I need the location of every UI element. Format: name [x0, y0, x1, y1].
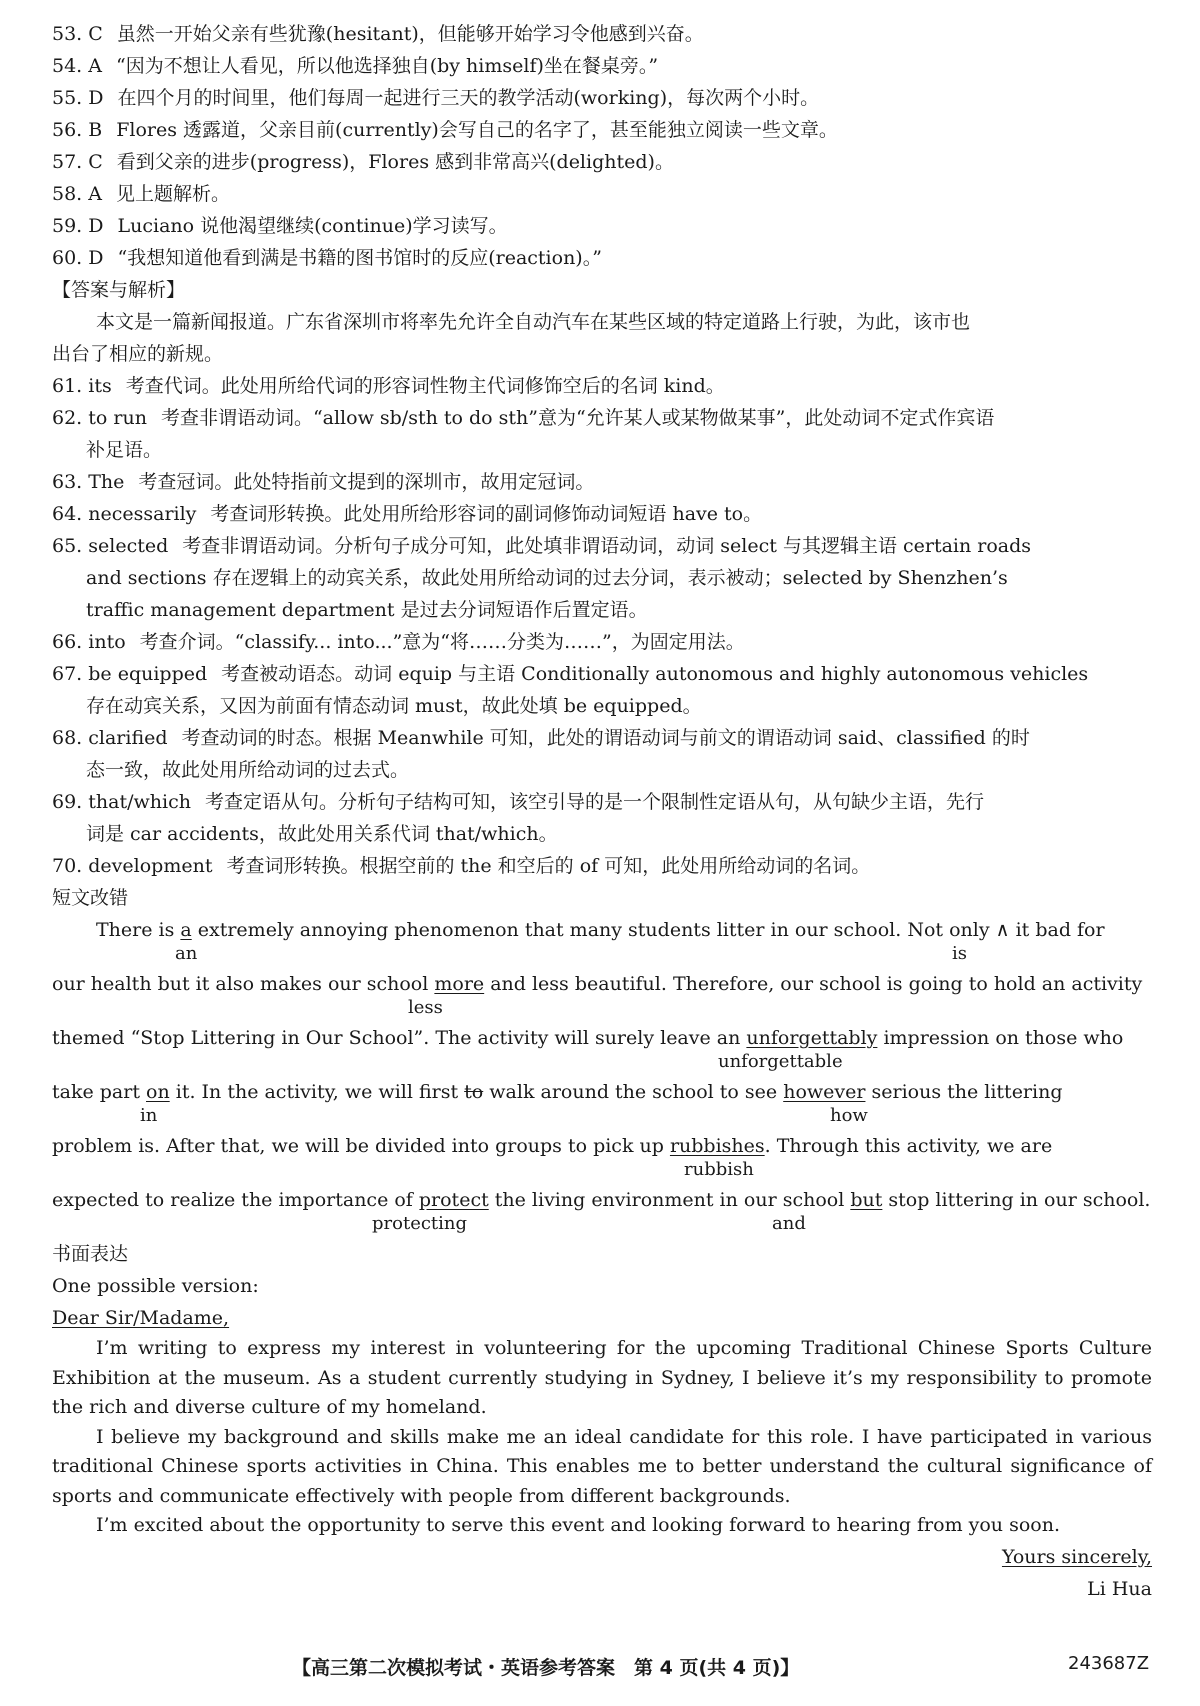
item-explanation: 考查词形转换。此处用所给形容词的副词修饰动词短语 have to。 [210, 503, 763, 525]
correction-fix: and [772, 1213, 806, 1234]
correction-fix: an [175, 943, 198, 964]
answer-text: 在四个月的时间里，他们每周一起进行三天的教学活动(working)，每次两个小时。 [117, 87, 820, 109]
item-continuation: traffic management department 是过去分词短语作后置定语。 [86, 599, 648, 621]
answer-number: 55. D [52, 87, 104, 109]
correction-line [52, 914, 1152, 968]
answer-line [52, 146, 1152, 178]
correction-text: themed “Stop Littering in Our School”. The activity will surely leave an unforgettably impression on those who [52, 1027, 1124, 1049]
answer-number: 57. C [52, 151, 103, 173]
item-answer: 65. selected [52, 535, 169, 557]
correction-fix: unforgettable [718, 1051, 843, 1072]
item-answer: 62. to run [52, 407, 147, 429]
correction-fix: rubbish [684, 1159, 754, 1180]
item-explanation: 考查非谓语动词。分析句子成分可知，此处填非谓语动词，动词 select 与其逻辑主语 certain roads [182, 535, 1032, 557]
error-word: but [850, 1189, 883, 1211]
intro-line: 出台了相应的新规。 [52, 343, 224, 365]
error-word: however [783, 1081, 866, 1103]
letter-salutation: Dear Sir/Madame, [52, 1307, 230, 1329]
correction-fix: protecting [372, 1213, 468, 1234]
answer-line [52, 18, 1152, 50]
item-line [52, 786, 1152, 818]
letter-paragraph: I’m excited about the opportunity to serve this event and looking forward to hearing from you soon. [96, 1514, 1060, 1536]
deleted-word: to [464, 1081, 484, 1103]
letter-signature: Li Hua [1087, 1577, 1152, 1600]
item-answer: 64. necessarily [52, 503, 197, 525]
item-line [52, 530, 1152, 562]
correction-line [52, 968, 1152, 1022]
item-explanation: 考查定语从句。分析句子结构可知，该空引导的是一个限制性定语从句，从句缺少主语，先行 [204, 791, 984, 813]
item-line [52, 498, 1152, 530]
answer-line [52, 50, 1152, 82]
answer-text: “我想知道他看到满是书籍的图书馆时的反应(reaction)。” [117, 247, 602, 269]
footer-code: 243687Z [1068, 1653, 1150, 1674]
footer-title: 【高三第二次模拟考试・英语参考答案 第 4 页(共 4 页)】 [292, 1657, 800, 1679]
answer-text: 看到父亲的进步(progress)，Flores 感到非常高兴(delighted)。 [116, 151, 674, 173]
item-line [52, 370, 1152, 402]
item-answer: 61. its [52, 375, 112, 397]
item-continuation: 词是 car accidents，故此处用关系代词 that/which。 [86, 823, 558, 845]
correction-fix: is [952, 943, 967, 964]
answer-text: 见上题解析。 [115, 183, 230, 205]
correction-fix: in [140, 1105, 158, 1126]
item-explanation: 考查非谓语动词。“allow sb/sth to do sth”意为“允许某人或某物做某事”，此处动词不定式作宾语 [160, 407, 995, 429]
answer-text: Luciano 说他渴望继续(continue)学习读写。 [117, 215, 508, 237]
answer-text: Flores 透露道，父亲目前(currently)会写自己的名字了，甚至能独立阅读一些文章。 [116, 119, 838, 141]
letter-body [52, 1334, 1152, 1605]
item-explanation: 考查词形转换。根据空前的 the 和空后的 of 可知，此处用所给动词的名词。 [226, 855, 871, 877]
item-answer: 68. clarified [52, 727, 168, 749]
item-answer: 63. The [52, 471, 125, 493]
item-continuation: and sections 存在逻辑上的动宾关系，故此处用所给动词的过去分词，表示被动；selected by Shenzhen’s [86, 567, 1008, 589]
answer-number: 53. C [52, 23, 103, 45]
correction-line [52, 1076, 1152, 1130]
item-answer: 66. into [52, 631, 126, 653]
answer-number: 59. D [52, 215, 104, 237]
page-content [52, 18, 1152, 1605]
item-line [52, 850, 1152, 882]
answer-line [52, 178, 1152, 210]
correction-line [52, 1130, 1152, 1184]
item-line [52, 658, 1152, 690]
item-line [52, 722, 1152, 754]
item-continuation: 态一致，故此处用所给动词的过去式。 [86, 759, 410, 781]
item-answer: 69. that/which [52, 791, 191, 813]
error-word: a [180, 919, 192, 941]
answer-line [52, 114, 1152, 146]
answer-line [52, 82, 1152, 114]
section-heading-error-correction: 短文改错 [52, 887, 129, 909]
item-line [52, 626, 1152, 658]
answer-line [52, 242, 1152, 274]
intro-line: 本文是一篇新闻报道。广东省深圳市将率先允许全自动汽车在某些区域的特定道路上行驶，为此，该市也 [96, 311, 971, 333]
item-line [52, 402, 1152, 434]
error-word: unforgettably [746, 1027, 878, 1049]
section-heading-writing: 书面表达 [52, 1243, 129, 1265]
item-line [52, 466, 1152, 498]
letter-paragraph: I’m writing to express my interest in volunteering for the upcoming Traditional Chinese Sports Culture Exhibition at the museum. As a student currently studying in Sydney, I believe it’s my responsibility to promote the rich and diverse culture of my homeland. [52, 1337, 1152, 1418]
item-explanation: 考查冠词。此处特指前文提到的深圳市，故用定冠词。 [138, 471, 595, 493]
correction-text: problem is. After that, we will be divided into groups to pick up rubbishes. Through this activity, we are [52, 1135, 1053, 1157]
correction-text: There is a extremely annoying phenomenon that many students litter in our school. Not only ∧ it bad for [96, 919, 1105, 941]
item-answer: 70. development [52, 855, 213, 877]
error-word: rubbishes [669, 1135, 765, 1157]
correction-fix: less [408, 997, 443, 1018]
answers-53-60 [52, 18, 1152, 274]
answer-text: “因为不想让人看见，所以他选择独自(by himself)坐在餐桌旁。” [115, 55, 659, 77]
item-continuation: 补足语。 [86, 439, 163, 461]
writing-intro: One possible version: [52, 1275, 259, 1297]
letter-paragraph: I believe my background and skills make me an ideal candidate for this role. I have participated in various traditional Chinese sports activities in China. This enables me to better understand the cultural significance of sports and communicate effectively with people from different backgrounds. [52, 1425, 1152, 1507]
answer-line [52, 210, 1152, 242]
error-word: more [434, 973, 485, 995]
item-answer: 67. be equipped [52, 663, 208, 685]
correction-fix: how [830, 1105, 868, 1126]
correction-text: our health but it also makes our school more and less beautiful. Therefore, our school is going to hold an activity [52, 973, 1143, 995]
answer-text: 虽然一开始父亲有些犹豫(hesitant)，但能够开始学习令他感到兴奋。 [116, 23, 704, 45]
correction-line [52, 1022, 1152, 1076]
insert-mark: ∧ [995, 919, 1010, 941]
error-correction-passage [52, 914, 1152, 1238]
error-word: on [146, 1081, 170, 1103]
correction-line [52, 1184, 1152, 1238]
item-explanation: 考查介词。“classify... into...”意为“将……分类为……”，为固定用法。 [139, 631, 745, 653]
answer-number: 56. B [52, 119, 103, 141]
item-explanation: 考查被动语态。动词 equip 与主语 Conditionally autonomous and highly autonomous vehicles [221, 663, 1089, 685]
correction-text: expected to realize the importance of protect the living environment in our school but stop littering in our school. [52, 1189, 1151, 1211]
answer-number: 54. A [52, 55, 102, 77]
letter-closing: Yours sincerely, [1001, 1545, 1152, 1568]
answer-number: 60. D [52, 247, 104, 269]
section-heading-answer-analysis: 【答案与解析】 [52, 279, 186, 301]
correction-text: take part on it. In the activity, we will first to walk around the school to see however serious the littering [52, 1081, 1063, 1103]
answers-61-70 [52, 370, 1152, 882]
error-word: protect [418, 1189, 489, 1211]
item-explanation: 考查代词。此处用所给代词的形容词性物主代词修饰空后的名词 kind。 [125, 375, 725, 397]
item-explanation: 考查动词的时态。根据 Meanwhile 可知，此处的谓语动词与前文的谓语动词 said、classified 的时 [181, 727, 1030, 749]
item-continuation: 存在动宾关系，又因为前面有情态动词 must，故此处填 be equipped。 [86, 695, 702, 717]
answer-number: 58. A [52, 183, 102, 205]
